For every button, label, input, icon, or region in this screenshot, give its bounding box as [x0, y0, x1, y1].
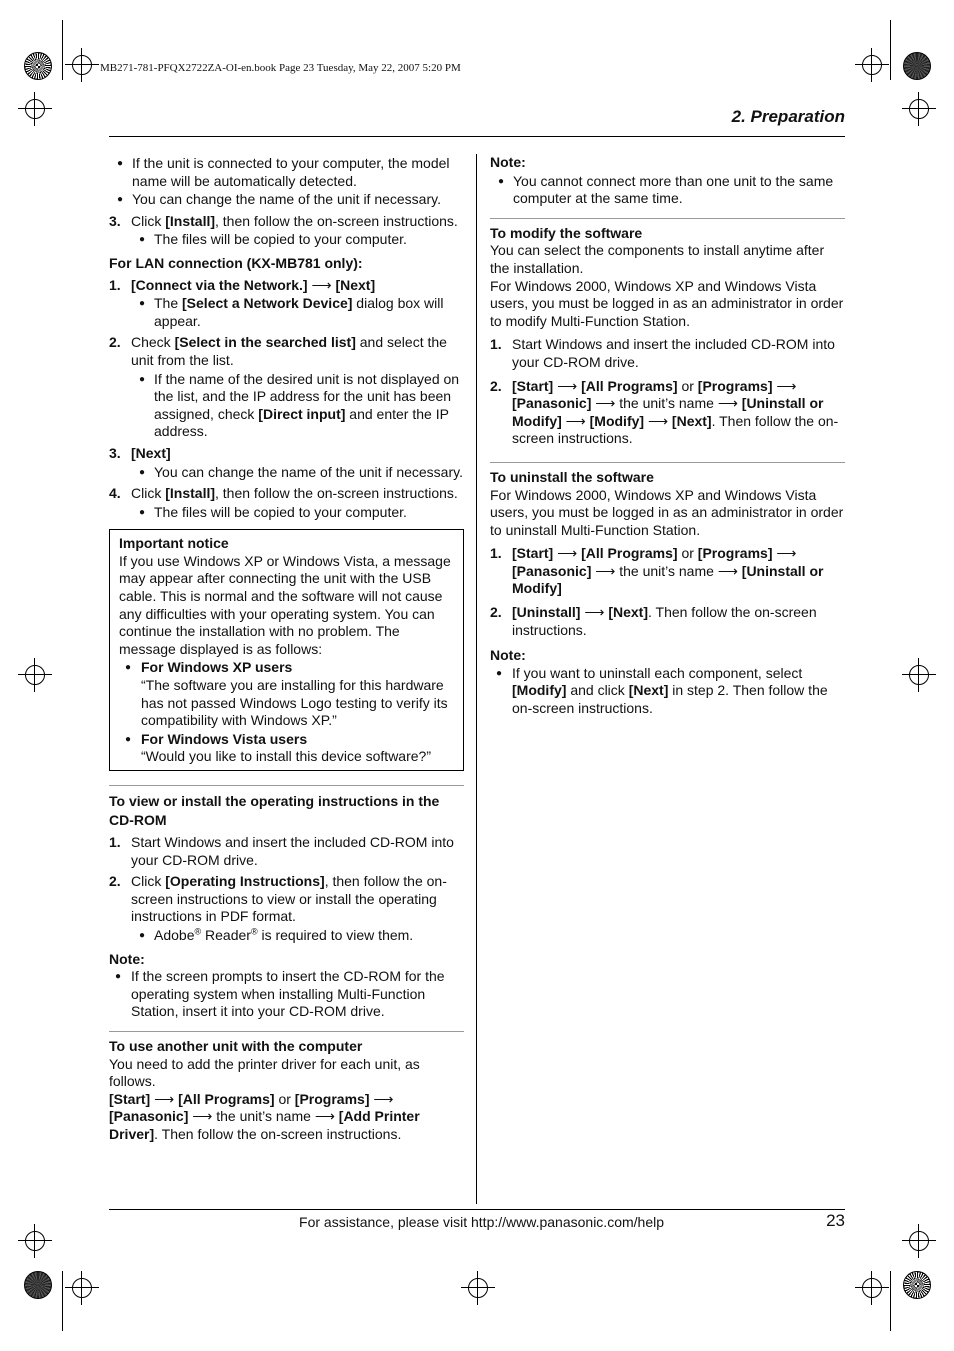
- registration-crosshair-mark: [25, 1231, 45, 1251]
- list-item: ● The files will be copied to your computer.: [131, 504, 464, 522]
- section-heading: To view or install the operating instructions in the CD-ROM: [109, 793, 440, 828]
- text: and select the unit from the list.: [131, 334, 447, 368]
- text: If the name of the desired unit is not displayed on the list, and the IP address for the unit has been assigned, check: [154, 370, 460, 422]
- crop-mark: [62, 1271, 63, 1331]
- list-item: ● You cannot connect more than one unit to the same computer at the same time.: [490, 173, 845, 208]
- left-column: [109, 154, 464, 1144]
- text: in step 2. Then follow the on-screen instructions.: [512, 682, 828, 717]
- list-item: ● You can change the name of the unit if necessary.: [131, 464, 464, 482]
- registration-crosshair-mark: [25, 665, 45, 685]
- ui-label: [Next]: [628, 682, 669, 699]
- text: Start Windows and insert the included CD-ROM into your CD-ROM drive.: [131, 834, 454, 868]
- text: and click: [566, 682, 629, 699]
- ui-label: [Uninstall or Modify]: [512, 395, 824, 429]
- step-number: 1.: [109, 276, 121, 293]
- note-heading: Note:: [490, 647, 526, 664]
- step-1: [490, 545, 845, 598]
- section-heading: For LAN connection (KX-MB781 only):: [109, 254, 363, 271]
- text: the unit’s name: [619, 395, 718, 412]
- ui-label: [Next]: [131, 444, 171, 461]
- ui-label: [Next]: [608, 604, 648, 621]
- ui-label: [Uninstall or Modify]: [512, 562, 824, 597]
- registration-star-mark: [24, 1271, 52, 1299]
- step-number: 1.: [490, 545, 502, 562]
- step-number: 2.: [490, 377, 502, 394]
- quoted-message: “Would you like to install this device software?”: [141, 748, 431, 765]
- list-item: ● If the screen prompts to insert the CD-ROM for the operating system when installing Multi-Function Station, insert it into your CD-ROM drive.: [109, 968, 464, 1021]
- ui-label: [Operating Instructions]: [165, 873, 325, 890]
- list-item: ● For Windows XP users: [119, 659, 454, 677]
- step-3: [109, 445, 464, 481]
- text: or: [677, 377, 698, 394]
- step-1: [490, 336, 845, 371]
- ui-label: [Connect via the Network.]: [131, 276, 308, 293]
- ui-label: [Direct input]: [258, 405, 346, 422]
- arrow-icon: ⟶: [561, 412, 590, 429]
- book-info: MB271-781-PFQX2722ZA-OI-en.book Page 23 Tuesday, May 22, 2007 5:20 PM: [100, 62, 461, 74]
- text: Check: [131, 334, 175, 351]
- registration-crosshair-mark: [25, 99, 45, 119]
- arrow-icon: ⟶: [717, 562, 742, 579]
- paragraph: You need to add the printer driver for each unit, as follows.: [109, 1055, 420, 1090]
- step-number: 3.: [109, 444, 121, 461]
- arrow-icon: ⟶: [717, 395, 742, 412]
- page-number: 23: [826, 1211, 845, 1230]
- registration-crosshair-mark: [909, 665, 929, 685]
- text: Adobe: [154, 926, 195, 943]
- registered-mark: ®: [250, 926, 258, 937]
- registration-crosshair-mark: [909, 1231, 929, 1251]
- note-heading: Note:: [490, 154, 526, 170]
- ui-label: [Select in the searched list]: [174, 334, 356, 351]
- ui-label: [All Programs]: [178, 1090, 275, 1107]
- ui-label: [Select a Network Device]: [182, 295, 353, 312]
- step-number: 2.: [109, 873, 121, 890]
- step-number: 2.: [490, 604, 502, 621]
- ui-label: [Panasonic]: [512, 395, 592, 412]
- step-1: [109, 834, 464, 869]
- ui-label: [Install]: [165, 212, 216, 229]
- text: , then follow the on-screen instructions to view or install the operating instructions in PDF format.: [131, 873, 447, 925]
- text: is required to view them.: [257, 926, 414, 943]
- step-3: [109, 213, 464, 249]
- registration-star-mark: [903, 1271, 931, 1299]
- registration-crosshair-mark: [468, 1278, 488, 1298]
- registration-crosshair-mark: [909, 99, 929, 119]
- column-divider: [476, 154, 477, 1204]
- arrow-icon: ⟶: [591, 395, 620, 412]
- note-heading: Note:: [109, 950, 145, 967]
- list-item: ● You can change the name of the unit if necessary.: [109, 191, 464, 209]
- crop-mark: [62, 20, 63, 80]
- paragraph: For Windows 2000, Windows XP and Windows Vista users, you must be logged in as an administrator in order to uninstall Multi-Function Station.: [490, 486, 844, 538]
- step-text: Click: [131, 212, 166, 229]
- text: , then follow the on-screen instructions.: [215, 485, 458, 502]
- registration-crosshair-mark: [862, 1278, 882, 1298]
- ui-label: [Install]: [165, 485, 216, 502]
- arrow-icon: ⟶: [772, 545, 797, 562]
- step-number: 1.: [490, 336, 502, 353]
- section-heading: To use another unit with the computer: [109, 1037, 363, 1054]
- list-item: [131, 295, 464, 330]
- notice-body: If you use Windows XP or Windows Vista, a message may appear after connecting the unit with the USB cable. This is normal and the software will not cause any difficulties with your operating system. You can continue the installation with no problem. The message displayed is as follows:: [119, 552, 451, 657]
- arrow-icon: ⟶: [644, 412, 672, 429]
- list-item: [131, 371, 464, 441]
- text: . Then follow the on-screen instructions.: [512, 604, 817, 638]
- paragraph: You can select the components to install anytime after the installation.: [490, 242, 825, 276]
- list-item: ● For Windows Vista users: [119, 731, 454, 749]
- section-heading: To uninstall the software: [490, 468, 654, 485]
- ui-label: [Programs]: [697, 545, 773, 562]
- step-2: [109, 334, 464, 441]
- registered-mark: ®: [194, 926, 202, 937]
- arrow-icon: ⟶: [580, 604, 609, 621]
- step-number: 3.: [109, 212, 121, 229]
- arrow-icon: ⟶: [150, 1090, 179, 1107]
- arrow-icon: ⟶: [188, 1108, 217, 1125]
- arrow-icon: ⟶: [307, 276, 336, 293]
- section-heading: To modify the software: [490, 224, 643, 241]
- ui-label: [Modify]: [512, 682, 567, 699]
- section-divider: [109, 785, 464, 786]
- ui-label: [Next]: [671, 412, 712, 429]
- crop-mark: [890, 20, 891, 80]
- paragraph: For Windows 2000, Windows XP and Windows Vista users, you must be logged in as an administrator in order to modify Multi-Function Station.: [490, 277, 844, 329]
- text: Start Windows and insert the included CD-ROM into your CD-ROM drive.: [512, 336, 835, 370]
- arrow-icon: ⟶: [553, 377, 582, 394]
- registration-crosshair-mark: [862, 55, 882, 75]
- ui-label: [Add Printer Driver]: [109, 1108, 420, 1142]
- registration-star-mark: [24, 52, 52, 80]
- section-divider: [490, 218, 845, 219]
- arrow-icon: ⟶: [314, 1108, 339, 1125]
- list-item: [490, 665, 845, 718]
- step-2: [490, 378, 845, 448]
- step-2: [109, 873, 464, 944]
- text: Click: [131, 873, 166, 890]
- step-4: [109, 485, 464, 521]
- text: Click: [131, 485, 166, 502]
- section-divider: [109, 1031, 464, 1032]
- step-number: 1.: [109, 834, 121, 850]
- ui-label: [All Programs]: [581, 377, 678, 394]
- crop-mark: [890, 1271, 891, 1331]
- ui-label: [Panasonic]: [512, 562, 592, 579]
- ui-label: [Next]: [335, 276, 376, 293]
- step-number: 2.: [109, 334, 121, 351]
- ui-label: [Uninstall]: [512, 604, 581, 621]
- text: Reader: [201, 926, 251, 943]
- text: the unit’s name: [216, 1108, 315, 1125]
- ui-label: [Modify]: [589, 412, 645, 429]
- ui-label: [Start]: [512, 545, 554, 562]
- list-item: ● The files will be copied to your computer.: [131, 231, 464, 249]
- step-number: 4.: [109, 485, 121, 502]
- text: and enter the IP address.: [154, 405, 449, 440]
- footer-rule: [109, 1209, 845, 1210]
- arrow-icon: ⟶: [772, 377, 797, 394]
- ui-label: [Programs]: [294, 1090, 370, 1107]
- text: . Then follow the on-screen instructions.: [154, 1125, 402, 1142]
- text: dialog box will appear.: [154, 295, 444, 329]
- ui-label: [All Programs]: [581, 545, 678, 562]
- ui-label: [Programs]: [697, 377, 773, 394]
- important-notice-box: [109, 529, 464, 771]
- text: . Then follow the on-screen instructions.: [512, 412, 839, 447]
- menu-path: [109, 1091, 464, 1144]
- text: The: [154, 295, 183, 312]
- page-header: 2. Preparation: [731, 107, 845, 126]
- notice-title: Important notice: [119, 535, 229, 552]
- text: If you want to uninstall each component, select: [512, 664, 803, 681]
- step-1: [109, 277, 464, 331]
- arrow-icon: ⟶: [591, 562, 620, 579]
- text: or: [274, 1090, 295, 1107]
- registration-crosshair-mark: [72, 55, 92, 75]
- footer-help-text: For assistance, please visit http://www.panasonic.com/help: [299, 1214, 664, 1230]
- section-divider: [490, 462, 845, 463]
- registration-crosshair-mark: [72, 1278, 92, 1298]
- list-item: [131, 927, 464, 945]
- text: the unit’s name: [619, 562, 718, 579]
- arrow-icon: ⟶: [553, 545, 582, 562]
- header-rule: [109, 136, 845, 137]
- arrow-icon: ⟶: [369, 1090, 394, 1107]
- ui-label: [Panasonic]: [109, 1108, 189, 1125]
- list-item: ● If the unit is connected to your computer, the model name will be automatically detected.: [109, 155, 464, 190]
- quoted-message: “The software you are installing for this hardware has not passed Windows Logo testing to verify its compatibility with Windows XP.”: [141, 677, 448, 729]
- right-column: [490, 154, 845, 718]
- registration-star-mark: [903, 52, 931, 80]
- ui-label: [Start]: [109, 1090, 151, 1107]
- step-text: , then follow the on-screen instructions.: [215, 212, 458, 229]
- text: or: [677, 545, 698, 562]
- step-2: [490, 604, 845, 639]
- ui-label: [Start]: [512, 377, 554, 394]
